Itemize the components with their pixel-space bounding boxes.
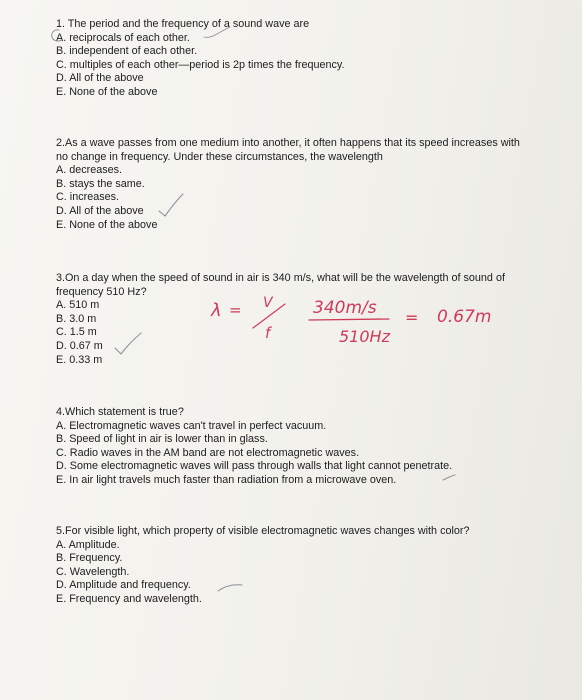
answer-options: [56, 32, 526, 100]
option-d: D. 0.67 m: [56, 339, 103, 352]
option-b: B. stays the same.: [56, 177, 145, 190]
option-e: E. In air light travels much faster than radiation from a microwave oven.: [56, 473, 397, 486]
question-stem: 5.For visible light, which property of visible electromagnetic waves changes with color?: [56, 525, 470, 537]
question-stem: 1. The period and the frequency of a sound wave are: [56, 18, 310, 30]
denominator-value: 510Hz: [339, 327, 390, 346]
option-a: A. decreases.: [56, 164, 123, 177]
option-a: A. Amplitude.: [56, 538, 120, 551]
equals-sign: =: [405, 308, 419, 327]
option-e: E. Frequency and wavelength.: [56, 592, 202, 605]
option-b: B. 3.0 m: [56, 312, 97, 325]
question-4: [56, 406, 526, 488]
question-stem: 2.As a wave passes from one medium into another, it often happens that its speed increases with no change in frequency. Under these circumstances, the wavelength: [56, 137, 520, 163]
option-c: C. Wavelength.: [56, 565, 130, 578]
option-c: C. Radio waves in the AM band are not electromagnetic waves.: [56, 446, 360, 459]
question-1: [56, 18, 526, 100]
option-b: B. independent of each other.: [56, 45, 198, 58]
answer-options: [56, 420, 526, 488]
question-3: [56, 272, 526, 367]
option-e: E. 0.33 m: [56, 353, 103, 366]
option-c: C. increases.: [56, 191, 120, 204]
numerator-value: 340m/s: [313, 298, 377, 318]
equals-sign: =: [229, 301, 242, 319]
answer-options: [56, 164, 526, 232]
frequency-symbol: f: [265, 324, 271, 342]
answer-options: [56, 299, 526, 367]
option-e: E. None of the above: [56, 218, 158, 231]
option-a: A. 510 m: [56, 299, 100, 312]
option-b: B. Frequency.: [56, 552, 123, 565]
question-5: [56, 525, 526, 607]
option-d: D. All of the above: [56, 72, 144, 85]
option-d: D. Amplitude and frequency.: [56, 579, 191, 592]
question-stem: 3.On a day when the speed of sound in air is 340 m/s, what will be the wavelength of sound of frequency 510 Hz?: [56, 272, 505, 298]
velocity-symbol: V: [263, 295, 273, 311]
option-e: E. None of the above: [56, 85, 158, 98]
option-c: C. multiples of each other—period is 2p times the frequency.: [56, 58, 345, 71]
option-c: C. 1.5 m: [56, 326, 97, 339]
lambda-symbol: λ: [211, 300, 222, 321]
option-d: D. Some electromagnetic waves will pass through walls that light cannot penetrate.: [56, 460, 453, 473]
result-value: 0.67m: [437, 307, 492, 327]
option-b: B. Speed of light in air is lower than in glass.: [56, 433, 268, 446]
option-a: A. reciprocals of each other.: [56, 31, 190, 44]
option-d: D. All of the above: [56, 204, 144, 217]
question-2: [56, 137, 526, 232]
question-stem: 4.Which statement is true?: [56, 406, 184, 418]
answer-options: [56, 539, 526, 607]
option-a: A. Electromagnetic waves can't travel in perfect vacuum.: [56, 419, 327, 432]
